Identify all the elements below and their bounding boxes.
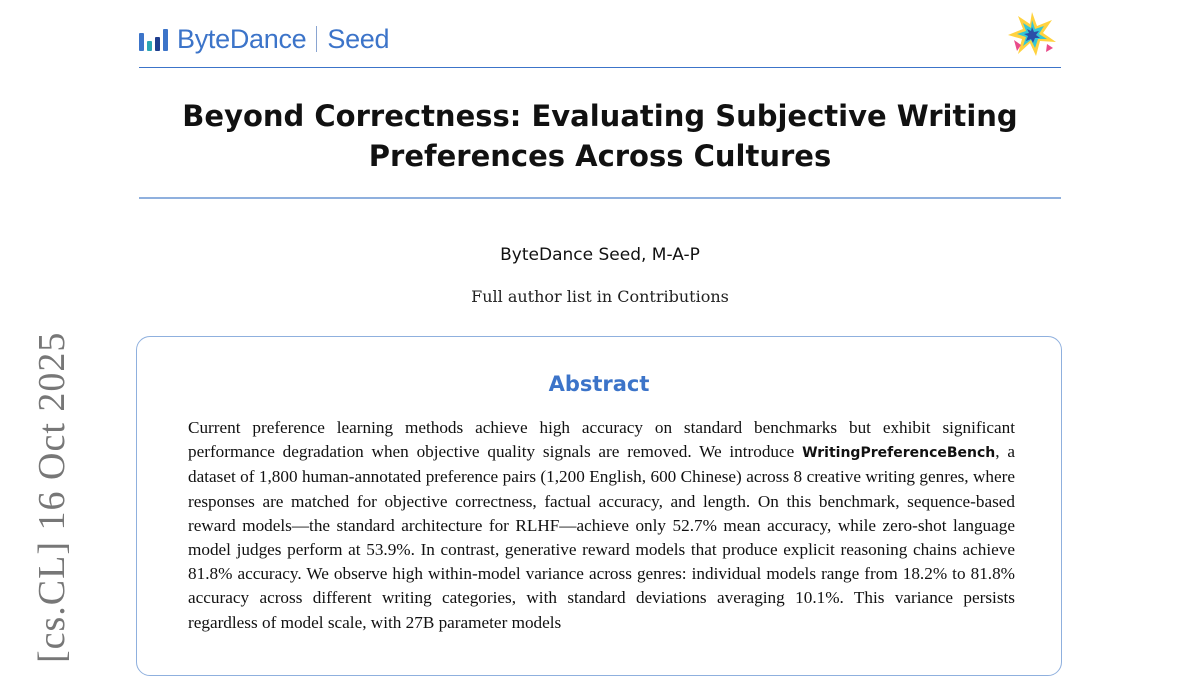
benchmark-name: WritingPreferenceBench: [802, 445, 996, 462]
header-divider: [139, 67, 1061, 68]
abstract-box: [136, 336, 1062, 676]
seed-star-icon: [1006, 10, 1058, 58]
paper-authors: ByteDance Seed, M-A-P: [500, 245, 700, 265]
abstract-heading: Abstract: [548, 372, 650, 396]
paper-title: Beyond Correctness: Evaluating Subjective Writing Preferences Across Cultures: [182, 99, 1018, 173]
abstract-text: [188, 416, 1015, 635]
arxiv-stamp-text: [cs.CL] 16 Oct 2025: [31, 331, 73, 663]
bytedance-bars-icon: [139, 27, 169, 51]
brand-name-left: ByteDance: [177, 23, 307, 54]
arxiv-stamp: [22, 333, 72, 663]
abstract-text-part-1: Current preference learning methods achieve high accuracy on standard benchmarks but exhibit significant performance degradation when objective quality signals are removed. We introduce: [188, 418, 1015, 462]
author-note: Full author list in Contributions: [471, 287, 729, 306]
abstract-text-part-2: , a dataset of 1,800 human-annotated preference pairs (1,200 English, 600 Chinese) across 8 creative writing genres, where responses are matched for objective correctness, factual accuracy, and length. On this benchmark, sequence-based reward models—the standard architecture for RLHF—achieve only 52.7% mean accuracy, while zero-shot language model judges perform at 53.9%. In contrast, generative reward models that produce explicit reasoning chains achieve 81.8% accuracy. We observe high within-model variance across genres: individual models range from 18.2% to 81.8% accuracy across different writing categories, with standard deviations averaging 10.1%. This variance persists regardless of model scale, with 27B parameter models: [188, 442, 1015, 632]
brand-logo: [139, 22, 389, 56]
brand-separator: [316, 26, 317, 52]
brand-wordmark: [177, 24, 389, 55]
title-divider: [139, 197, 1061, 199]
brand-name-right: Seed: [327, 23, 390, 54]
